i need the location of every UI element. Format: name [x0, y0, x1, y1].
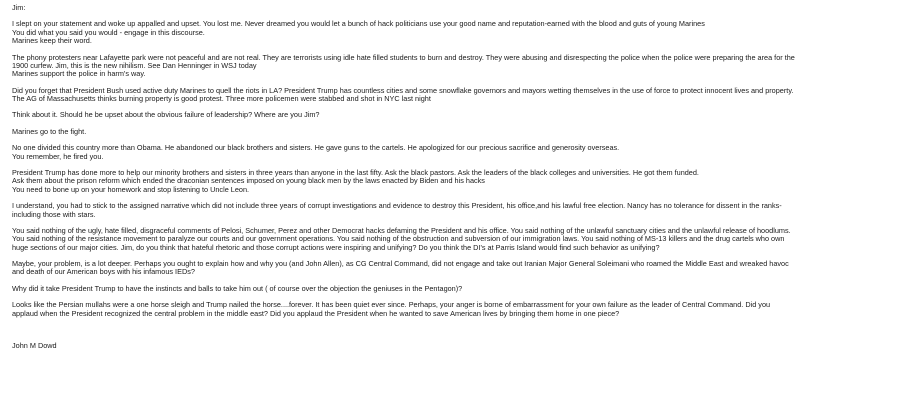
paragraph-line: Marines keep their word.	[12, 36, 92, 46]
letter-paragraph	[12, 260, 888, 277]
paragraph-line: Did you forget that President Bush used active duty Marines to quell the riots in LA? President Trump has countless cities and some snowflake governors and mayors wetting themselves in the use of force to protect innocent lives and property.	[12, 85, 794, 95]
paragraph-line: huge sections of our major cities. Jim, do you think that hateful rhetoric and those corrupt actions were inspiring and unifying? Do you think the DI's at Parris Island would find such behavior as unifying?	[12, 242, 660, 252]
letter-paragraph	[12, 54, 888, 79]
paragraph-line: You said nothing of the ugly, hate filled, disgraceful comments of Pelosi, Schumer, Perez and other Democrat hacks defaming the President and his office. You said nothing of the unlawful sanctuary cities and the unlawful release of hoodlums.	[12, 226, 791, 236]
letter-paragraph	[12, 144, 888, 161]
paragraph-line: Why did it take President Trump to have the instincts and balls to take him out ( of course over the objection the geniuses in the Pentagon)?	[12, 283, 463, 293]
salutation	[12, 4, 888, 12]
paragraph-line: Looks like the Persian mullahs were a one horse sleigh and Trump nailed the horse....forever. It has been quiet ever since. Perhaps, your anger is borne of embarrassment for your own failure as the leader of Central Command. Did you	[12, 300, 771, 310]
letter-paragraph	[12, 227, 888, 252]
paragraph-line: You said nothing of the resistance movement to paralyze our courts and our government operations. You said nothing of the obstruction and subversion of our immigration laws. You said nothing of MS-13 killers and the drug cartels who own	[12, 234, 785, 244]
letter-paragraph	[12, 285, 888, 293]
paragraph-line: Maybe, your problem, is a lot deeper. Perhaps you ought to explain how and why you (and John Allen), as CG Central Command, did not engage and take out Iranian Major General Soleimani who roamed the Middle East and wreaked havoc	[12, 259, 789, 269]
paragraph-line: President Trump has done more to help our minority brothers and sisters in three years than anyone in the last fifty. Ask the black pastors. Ask the leaders of the black colleges and universities. He got them funded.	[12, 168, 699, 178]
paragraph-line: The AG of Massachusetts thinks burning property is good protest. Three more policemen were stabbed and shot in NYC last night	[12, 93, 431, 103]
paragraph-line: I slept on your statement and woke up appalled and upset. You lost me. Never dreamed you would let a bunch of hack politicians use your good name and reputation-earned with the blood and guts of young Marines	[12, 19, 705, 29]
signature	[12, 342, 888, 350]
paragraph-line: I understand, you had to stick to the assigned narrative which did not include three years of corrupt investigations and evidence to destroy this President, his office,and his lawful free election. Nancy has no tolerance for dissent in the ranks-	[12, 201, 782, 211]
letter-paragraph	[12, 111, 888, 119]
paragraph-line: Ask them about the prison reform which ended the draconian sentences imposed on young black men by the laws enacted by Biden and his hacks	[12, 176, 485, 186]
paragraph-line: and death of our American boys with his infamous IEDs?	[12, 267, 195, 277]
salutation-text: Jim:	[12, 3, 26, 12]
paragraph-line: The phony protesters near Lafayette park were not peaceful and are not real. They are terrorists using idle hate filled students to burn and destroy. They were abusing and disrespecting the police when the police were preparing the area for the	[12, 52, 795, 62]
paragraph-line: Think about it. Should he be upset about the obvious failure of leadership? Where are you Jim?	[12, 110, 320, 120]
letter-paragraph	[12, 20, 888, 45]
paragraph-line: Marines go to the fight.	[12, 126, 87, 136]
letter-paragraph	[12, 202, 888, 219]
paragraph-line: including those with stars.	[12, 209, 96, 219]
paragraph-line: 1900 curfew. Jim, this is the new nihilism. See Dan Henninger in WSJ today	[12, 60, 257, 70]
paragraph-line: No one divided this country more than Obama. He abandoned our black brothers and sisters. He gave guns to the cartels. He apologized for our precious sacrifice and generosity overseas.	[12, 143, 620, 153]
letter-body	[12, 20, 888, 317]
paragraph-line: You need to bone up on your homework and stop listening to Uncle Leon.	[12, 184, 250, 194]
paragraph-line: You did what you said you would - engage in this discourse.	[12, 27, 205, 37]
letter-paragraph	[12, 128, 888, 136]
signature-spacer	[12, 326, 888, 342]
letter-paragraph	[12, 87, 888, 104]
paragraph-line: Marines support the police in harm's way.	[12, 69, 146, 79]
paragraph-line: You remember, he fired you.	[12, 151, 104, 161]
letter-paragraph	[12, 301, 888, 318]
paragraph-line: applaud when the President recognized the central problem in the middle east? Did you applaud the President when he wanted to save American lives by bringing them home in one piece?	[12, 308, 620, 318]
letter-paragraph	[12, 169, 888, 194]
signature-text: John M Dowd	[12, 341, 57, 351]
